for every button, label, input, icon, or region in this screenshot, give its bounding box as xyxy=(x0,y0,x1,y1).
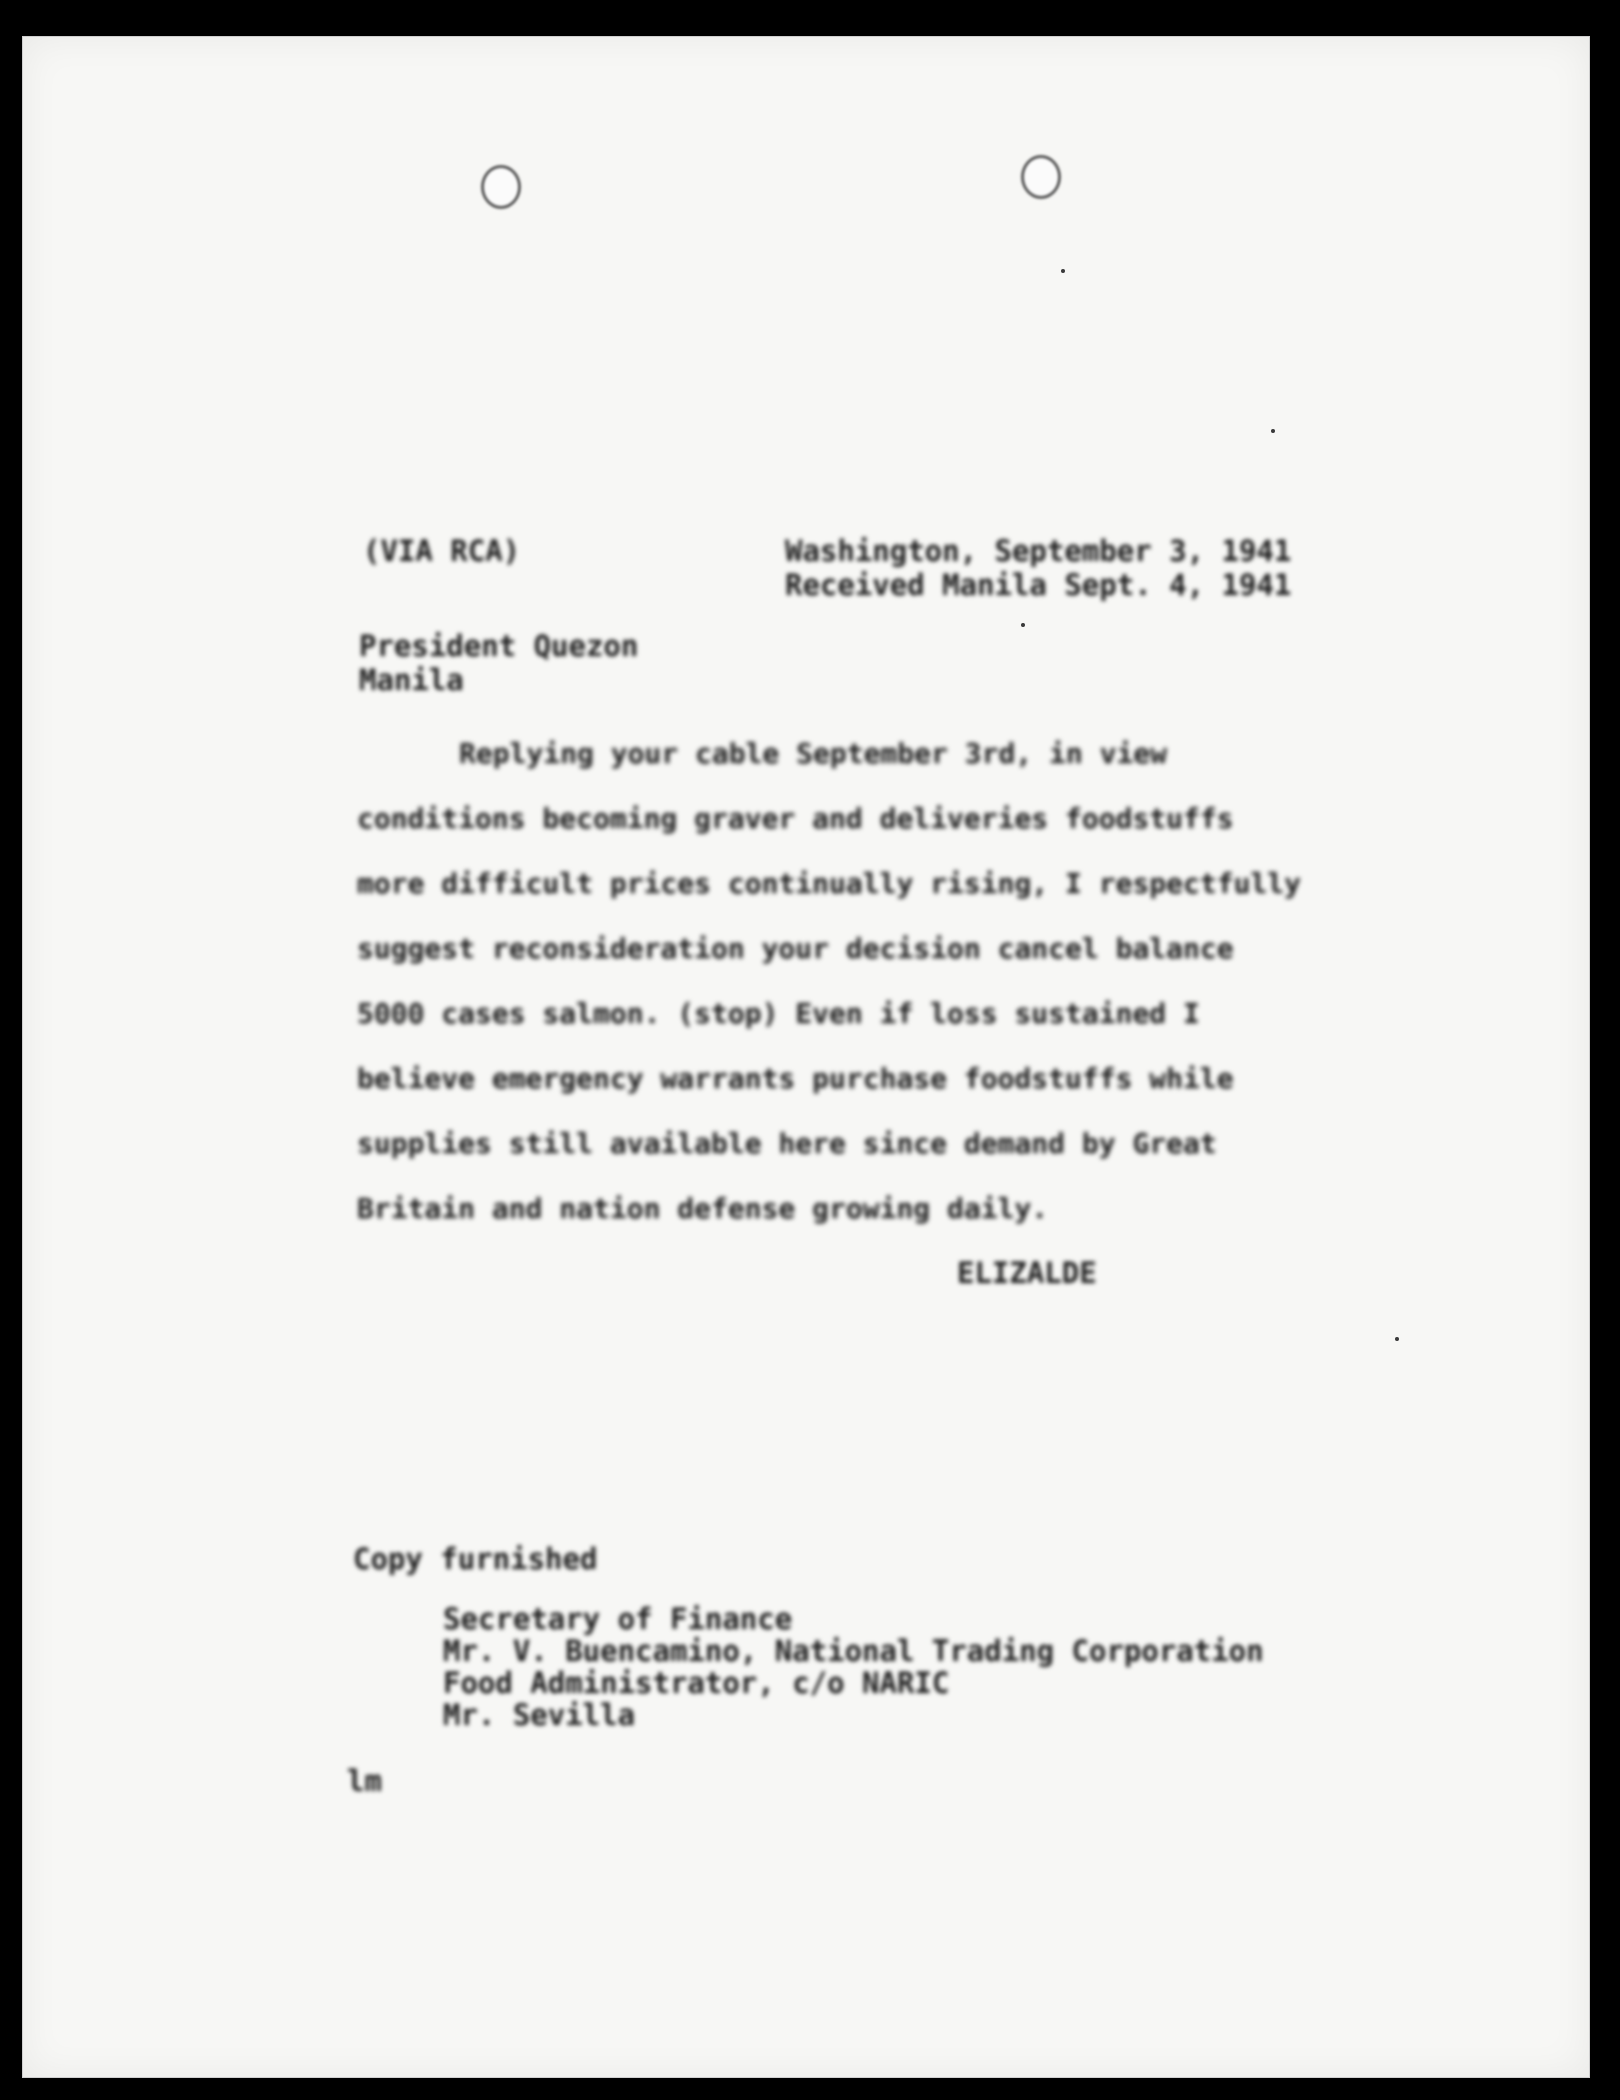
ink-speck xyxy=(1021,623,1025,627)
ink-speck xyxy=(1395,1337,1399,1341)
punch-hole-left xyxy=(481,165,521,209)
body-line: Replying your cable September 3rd, in view xyxy=(459,737,1168,770)
copy-recipient: Mr. Sevilla xyxy=(443,1698,636,1732)
typist-initials: lm xyxy=(347,1764,382,1798)
copy-recipient: Mr. V. Buencamino, National Trading Corporation xyxy=(443,1634,1264,1668)
transmission-note: (VIA RCA) xyxy=(363,534,521,568)
addressee-name: President Quezon xyxy=(359,629,639,663)
copy-recipient: Food Administrator, c/o NARIC xyxy=(443,1666,950,1700)
dateline: Washington, September 3, 1941 xyxy=(785,534,1292,568)
body-line: more difficult prices continually rising, I respectfully xyxy=(357,867,1302,900)
copy-recipient: Secretary of Finance xyxy=(443,1602,793,1636)
addressee-city: Manila xyxy=(359,663,464,697)
signature: ELIZALDE xyxy=(957,1256,1097,1290)
ink-speck xyxy=(1271,429,1275,433)
body-line: supplies still available here since demand by Great xyxy=(357,1127,1217,1160)
punch-hole-right xyxy=(1021,155,1061,199)
copy-furnished-heading: Copy furnished xyxy=(353,1542,598,1576)
body-line: 5000 cases salmon. (stop) Even if loss sustained I xyxy=(357,997,1200,1030)
body-line: suggest reconsideration your decision cancel balance xyxy=(357,932,1234,965)
body-line: conditions becoming graver and deliveries foodstuffs xyxy=(357,802,1234,835)
ink-speck xyxy=(1061,269,1065,273)
paper-sheet xyxy=(22,36,1590,2078)
body-line: believe emergency warrants purchase foodstuffs while xyxy=(357,1062,1234,1095)
body-line: Britain and nation defense growing daily. xyxy=(357,1192,1049,1225)
received-line: Received Manila Sept. 4, 1941 xyxy=(785,568,1292,602)
